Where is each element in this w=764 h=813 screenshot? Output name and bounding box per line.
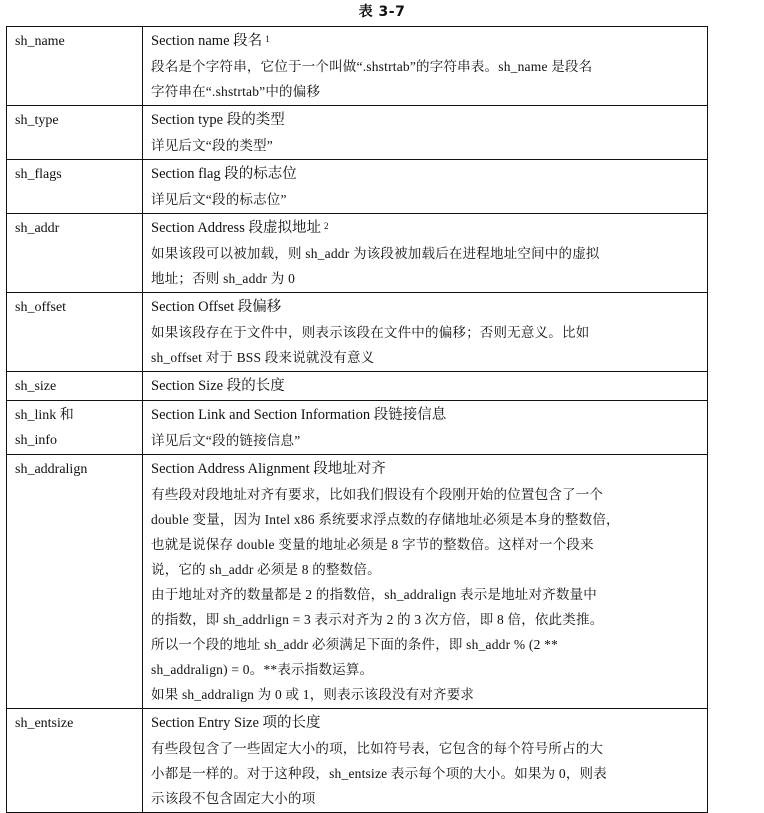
section-header-fields-table: [6, 26, 708, 813]
field-description-line: sh_offset 对于 BSS 段来说就没有意义: [151, 350, 375, 365]
field-title-text: Section Entry Size 项的长度: [151, 715, 321, 731]
field-description-line: 字符串在“.shstrtab”中的偏移: [151, 84, 321, 99]
field-description-line: 示该段不包含固定大小的项: [151, 791, 316, 806]
field-name: sh_info: [15, 433, 57, 448]
footnote-marker: 2: [323, 221, 329, 231]
field-name: sh_offset: [15, 300, 67, 315]
table-row: [7, 709, 708, 813]
field-title-text: Section Size 段的长度: [151, 378, 285, 394]
field-title-text: Section name 段名: [151, 33, 263, 49]
field-name: sh_link 和: [15, 408, 74, 423]
table-row: [7, 214, 708, 293]
field-name: sh_entsize: [15, 716, 74, 731]
field-name-cell: [7, 27, 143, 106]
field-description-line: 详见后文“段的类型”: [151, 138, 273, 153]
field-title: [151, 457, 699, 482]
field-description-line: 有些段包含了一些固定大小的项，比如符号表，它包含的每个符号所占的大: [151, 741, 604, 756]
field-name: sh_addralign: [15, 462, 88, 477]
field-description-line: 段名是个字符串，它位于一个叫做“.shstrtab”的字符串表。sh_name 是段名: [151, 59, 593, 74]
field-title: [151, 29, 699, 54]
field-description-line: double 变量，因为 Intel x86 系统要求浮点数的存储地址必须是本身的整数倍，: [151, 512, 620, 527]
table-row: [7, 372, 708, 401]
field-description-cell: [143, 293, 708, 372]
footnote-marker: 1: [265, 34, 270, 44]
field-description-cell: [143, 214, 708, 293]
field-description-line: 如果 sh_addralign 为 0 或 1，则表示该段没有对齐要求: [151, 687, 475, 702]
field-name-cell: [7, 293, 143, 372]
field-description-line: 详见后文“段的链接信息”: [151, 433, 301, 448]
field-description-cell: [143, 372, 708, 401]
table-row: [7, 293, 708, 372]
field-description-line: 小都是一样的。对于这种段，sh_entsize 表示每个项的大小。如果为 0，则表: [151, 766, 607, 781]
field-name: sh_flags: [15, 167, 62, 182]
field-title: [151, 162, 699, 187]
field-description-line: 详见后文“段的标志位”: [151, 192, 287, 207]
table-row: [7, 27, 708, 106]
field-description-cell: [143, 401, 708, 455]
field-description-line: 地址；否则 sh_addr 为 0: [151, 271, 296, 286]
table-body: [7, 27, 708, 813]
field-name-cell: [7, 709, 143, 813]
field-name: sh_size: [15, 379, 57, 394]
field-title-text: Section Offset 段偏移: [151, 299, 282, 315]
field-name: sh_name: [15, 34, 65, 49]
table-row: [7, 106, 708, 160]
table-caption: 表 3-7: [358, 4, 406, 20]
field-title-text: Section type 段的类型: [151, 112, 285, 128]
field-name-cell: [7, 160, 143, 214]
field-description-line: 说，它的 sh_addr 必须是 8 的整数倍。: [151, 562, 381, 577]
field-title: [151, 108, 699, 133]
field-title: [151, 711, 699, 736]
field-description-line: 有些段对段地址对齐有要求，比如我们假设有个段刚开始的位置包含了一个: [151, 487, 604, 502]
field-title-text: Section Address Alignment 段地址对齐: [151, 461, 386, 477]
field-name-cell: [7, 106, 143, 160]
field-name-cell: [7, 455, 143, 709]
field-name: sh_addr: [15, 221, 60, 236]
field-description-line: 由于地址对齐的数量都是 2 的指数倍，sh_addralign 表示是地址对齐数量中: [151, 587, 598, 602]
field-title: [151, 295, 699, 320]
field-description-cell: [143, 160, 708, 214]
field-description-cell: [143, 455, 708, 709]
field-title-text: Section Link and Section Information 段链接信息: [151, 407, 447, 423]
field-description-cell: [143, 27, 708, 106]
field-description-line: 如果该段存在于文件中，则表示该段在文件中的偏移；否则无意义。比如: [151, 325, 590, 340]
field-description-line: 也就是说保存 double 变量的地址必须是 8 字节的整数倍。这样对一个段来: [151, 537, 594, 552]
field-description-line: 所以一个段的地址 sh_addr 必须满足下面的条件，即 sh_addr % (2 **: [151, 637, 559, 652]
field-name-cell: [7, 214, 143, 293]
field-name: sh_type: [15, 113, 59, 128]
field-title: [151, 374, 699, 399]
table-row: [7, 160, 708, 214]
table-row: [7, 401, 708, 455]
field-name-cell: [7, 401, 143, 455]
field-description-cell: [143, 106, 708, 160]
field-description-line: 的指数，即 sh_addrlign = 3 表示对齐为 2 的 3 次方倍，即 8 倍，依此类推。: [151, 612, 604, 627]
field-title: [151, 216, 699, 241]
field-description-line: sh_addralign) = 0。**表示指数运算。: [151, 662, 374, 677]
field-name-cell: [7, 372, 143, 401]
field-description-line: 如果该段可以被加载，则 sh_addr 为该段被加载后在进程地址空间中的虚拟: [151, 246, 600, 261]
table-row: [7, 455, 708, 709]
field-title-text: Section Address 段虚拟地址: [151, 220, 321, 236]
field-title-text: Section flag 段的标志位: [151, 166, 297, 182]
field-title: [151, 403, 699, 428]
field-description-cell: [143, 709, 708, 813]
